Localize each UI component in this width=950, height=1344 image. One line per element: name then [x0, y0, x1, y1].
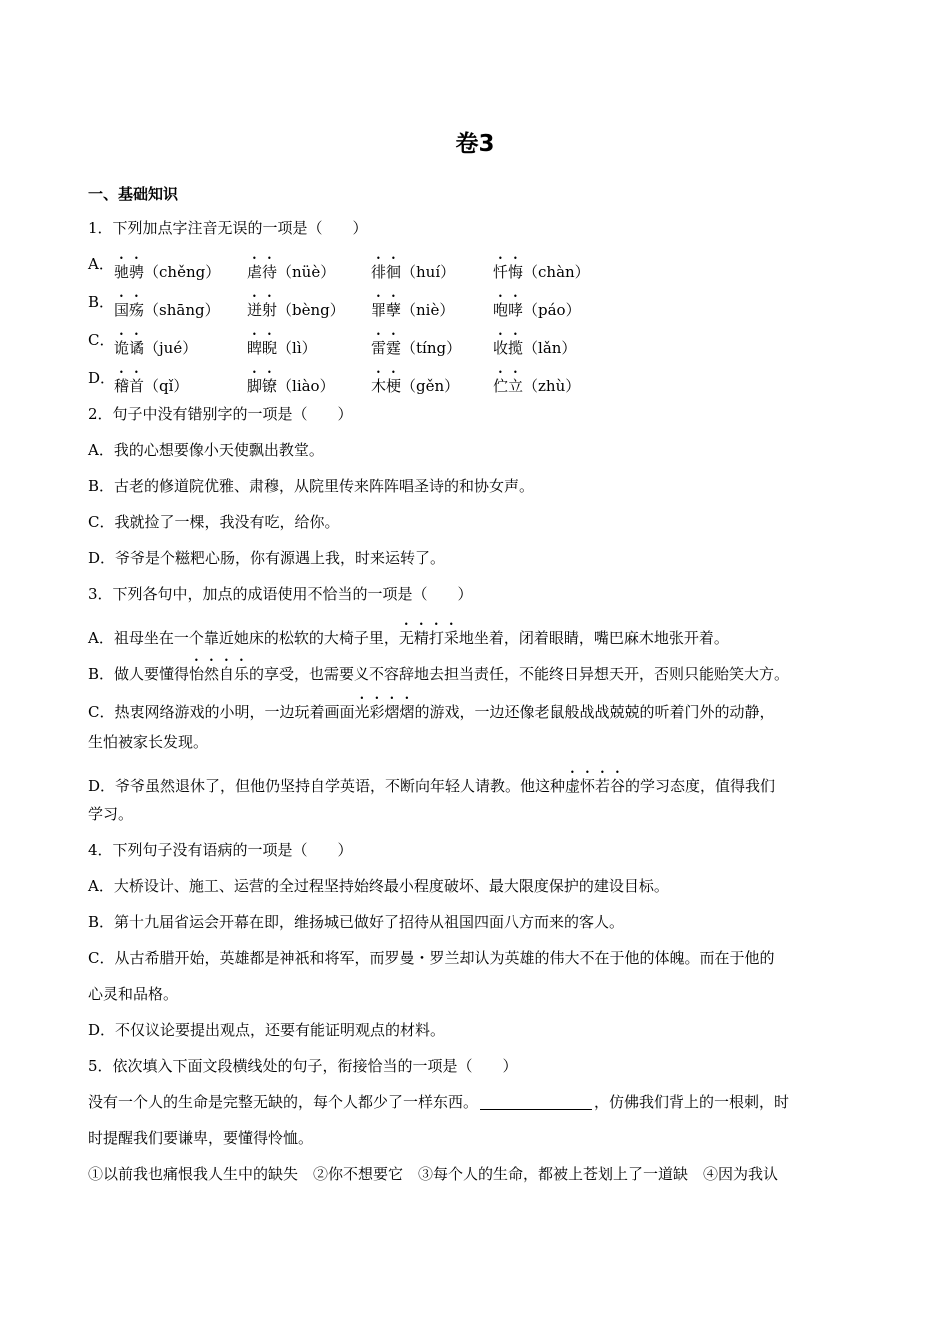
pinyin-item — [371, 330, 461, 358]
q3-option-b: B．做人要懂得怡然自乐的享受，也需要义不容辞地去担当责任，不能终日异想天开，否则只能贻笑大方。 — [88, 665, 790, 683]
q3-option-a: A．祖母坐在一个靠近她床的松软的大椅子里，无精打采地坐着，闭着眼睛，嘴巴麻木地张开着。 — [88, 629, 729, 647]
pinyin: （chàn） — [523, 263, 590, 281]
pinyin-item — [493, 330, 576, 358]
dotted-word: 伫立 — [493, 377, 524, 395]
q4-option-c-cont: 心灵和品格。 — [88, 985, 179, 1003]
pinyin-item — [493, 292, 581, 320]
q4-option-d: D．不仅议论要提出观点，还要有能证明观点的材料。 — [88, 1021, 446, 1039]
pinyin: （lì） — [277, 339, 317, 357]
q2-stem: 2．句子中没有错别字的一项是（ ） — [88, 405, 353, 423]
dotted-idiom: 无精打采 — [398, 629, 459, 647]
pinyin: （jué） — [144, 339, 198, 357]
pinyin-item — [114, 254, 220, 282]
q3-option-d: D．爷爷虽然退休了，但他仍坚持自学英语，不断向年轻人请教。他这种虚怀若谷的学习态度，值得我们 — [88, 777, 776, 795]
dotted-word: 咆哮 — [493, 301, 524, 319]
dotted-word: 徘徊 — [371, 263, 402, 281]
q1-stem: 1．下列加点字注音无误的一项是（ ） — [88, 219, 368, 237]
dotted-word: 木梗 — [371, 377, 402, 395]
dotted-idiom: 光彩熠熠 — [354, 703, 415, 721]
q5-passage: 没有一个人的生命是完整无缺的，每个人都少了一样东西。 ，仿佛我们背上的一根刺，时 — [88, 1093, 790, 1111]
pinyin: （páo） — [523, 301, 581, 319]
dotted-word: 国殇 — [114, 301, 145, 319]
q2-option-d: D．爷爷是个糍粑心肠，你有源遇上我，时来运转了。 — [88, 549, 446, 567]
option-label: C． — [88, 331, 115, 349]
dotted-word: 稽首 — [114, 377, 145, 395]
pinyin: （shāng） — [144, 301, 220, 319]
pinyin: （niè） — [401, 301, 455, 319]
page-title: 卷3 — [455, 131, 495, 157]
pinyin: （gěn） — [401, 377, 460, 395]
q3-option-c-cont: 生怕被家长发现。 — [88, 733, 209, 751]
dotted-idiom: 虚怀若谷 — [565, 777, 626, 795]
pinyin-item — [371, 254, 455, 282]
q5-stem: 5．依次填入下面文段横线处的句子，衔接恰当的一项是（ ） — [88, 1057, 518, 1075]
q4-option-c: C．从古希腊开始，英雄都是神祇和将军，而罗曼・罗兰却认为英雄的伟大不在于他的体魄。而在于他的 — [88, 949, 775, 967]
dotted-word: 收揽 — [493, 339, 524, 357]
pinyin: （zhù） — [523, 377, 581, 395]
q3-option-c: C．热衷网络游戏的小明，一边玩着画面光彩熠熠的游戏，一边还像老鼠般战战兢兢的听着门外的动静， — [88, 703, 775, 721]
pinyin-item — [371, 368, 459, 396]
pinyin-item — [247, 330, 317, 358]
dotted-idiom: 怡然自乐 — [189, 665, 250, 683]
option-label: B． — [88, 293, 115, 311]
dotted-word: 虐待 — [247, 263, 278, 281]
dotted-word: 脚镣 — [247, 377, 278, 395]
dotted-word: 睥睨 — [247, 339, 278, 357]
q4-stem: 4．下列句子没有语病的一项是（ ） — [88, 841, 353, 859]
q2-option-b: B．古老的修道院优雅、肃穆，从院里传来阵阵唱圣诗的和协女声。 — [88, 477, 535, 495]
pinyin: （qǐ） — [144, 377, 189, 395]
dotted-word: 驰骋 — [114, 263, 145, 281]
pinyin-item — [114, 368, 188, 396]
pinyin-item — [371, 292, 454, 320]
pinyin-item — [493, 254, 590, 282]
pinyin-item — [247, 254, 335, 282]
pinyin: （lǎn） — [523, 339, 577, 357]
pinyin: （huí） — [401, 263, 456, 281]
pinyin-item — [493, 368, 580, 396]
q2-option-c: C．我就捡了一棵，我没有吃，给你。 — [88, 513, 340, 531]
dotted-word: 迸射 — [247, 301, 278, 319]
q5-passage-cont: 时提醒我们要谦卑，要懂得怜恤。 — [88, 1129, 314, 1147]
pinyin-item — [114, 330, 197, 358]
dotted-word: 忏悔 — [493, 263, 524, 281]
pinyin-item — [114, 292, 220, 320]
pinyin: （liào） — [277, 377, 335, 395]
pinyin-item — [247, 292, 345, 320]
q4-option-b: B．第十九届省运会开幕在即，维扬城已做好了招待从祖国四面八方而来的客人。 — [88, 913, 625, 931]
pinyin: （nüè） — [277, 263, 336, 281]
q3-option-d-cont: 学习。 — [88, 805, 134, 823]
pinyin: （bèng） — [277, 301, 345, 319]
pinyin-item — [247, 368, 335, 396]
q2-option-a: A．我的心想要像小天使飘出教堂。 — [88, 441, 324, 459]
dotted-word: 罪孽 — [371, 301, 402, 319]
dotted-word: 雷霆 — [371, 339, 402, 357]
section-heading: 一、基础知识 — [88, 185, 179, 203]
answer-blank — [480, 1094, 592, 1110]
option-label: D． — [88, 369, 116, 387]
option-label: A． — [88, 255, 114, 273]
q4-option-a: A．大桥设计、施工、运营的全过程坚持始终最小程度破坏、最大限度保护的建设目标。 — [88, 877, 669, 895]
pinyin: （chěng） — [144, 263, 221, 281]
dotted-word: 诡谲 — [114, 339, 145, 357]
pinyin: （tíng） — [401, 339, 462, 357]
q5-options: ①以前我也痛恨我人生中的缺失 ②你不想要它 ③每个人的生命，都被上苍划上了一道缺 ④因为我认 — [88, 1165, 779, 1183]
q3-stem: 3．下列各句中，加点的成语使用不恰当的一项是（ ） — [88, 585, 473, 603]
